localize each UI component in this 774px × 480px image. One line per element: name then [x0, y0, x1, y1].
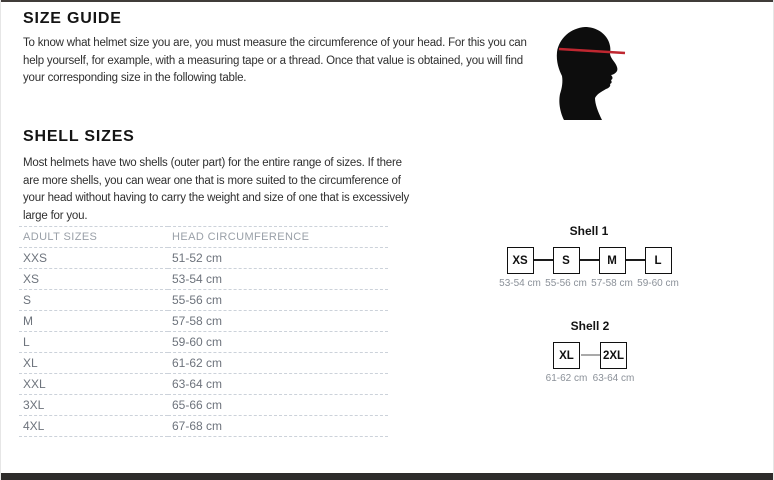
size-range-label: 53-54 cm: [499, 278, 541, 289]
size-cell-label: L: [19, 332, 168, 353]
circumference-cell: 61-62 cm: [168, 353, 388, 374]
shell-2-title: Shell 2: [570, 319, 610, 333]
circumference-cell: 65-66 cm: [168, 395, 388, 416]
shell-size-node: [590, 342, 637, 384]
table-row: [19, 311, 388, 332]
shell-sizes-title: SHELL SIZES: [23, 128, 135, 145]
size-range-label: 63-64 cm: [592, 373, 635, 384]
size-box-xs: XS: [507, 247, 534, 274]
shell-1-size-row: [497, 247, 681, 289]
window-top-edge: [1, 0, 773, 2]
size-box-l: L: [645, 247, 672, 274]
shell-1-title: Shell 1: [569, 224, 609, 238]
size-cell-label: XL: [19, 353, 168, 374]
circumference-cell: 51-52 cm: [168, 248, 388, 269]
size-cell-label: 4XL: [19, 416, 168, 437]
size-table-header-row: [19, 227, 388, 248]
shell-size-node: [635, 247, 681, 289]
circumference-cell: 63-64 cm: [168, 374, 388, 395]
shell-size-node: [543, 342, 590, 384]
circumference-cell: 53-54 cm: [168, 269, 388, 290]
size-cell-label: XXL: [19, 374, 168, 395]
shell-1-diagram: [497, 224, 681, 289]
size-cell-label: M: [19, 311, 168, 332]
size-cell-label: 3XL: [19, 395, 168, 416]
table-row: [19, 248, 388, 269]
shell-2-diagram: [543, 319, 637, 384]
size-cell-label: XXS: [19, 248, 168, 269]
circumference-cell: 57-58 cm: [168, 311, 388, 332]
circumference-cell: 67-68 cm: [168, 416, 388, 437]
size-box-s: S: [553, 247, 580, 274]
column-header-head-circumference: HEAD CIRCUMFERENCE: [168, 227, 388, 248]
circumference-cell: 59-60 cm: [168, 332, 388, 353]
table-row: [19, 374, 388, 395]
size-cell-label: S: [19, 290, 168, 311]
size-box-2xl: 2XL: [600, 342, 627, 369]
table-row: [19, 269, 388, 290]
size-box-xl: XL: [553, 342, 580, 369]
head-measurement-illustration: [553, 14, 631, 124]
shell-sizes-intro-text: Most helmets have two shells (outer part) for the entire range of sizes. If there are more shells, you can wear one that is more suited to the circumference of your head without having to carry the weight and size of one that is excessively large for you.: [23, 157, 410, 222]
shell-size-node: [497, 247, 543, 289]
size-guide-title: SIZE GUIDE: [23, 10, 122, 27]
window-bottom-edge: [1, 473, 773, 480]
circumference-cell: 55-56 cm: [168, 290, 388, 311]
table-row: [19, 395, 388, 416]
size-range-label: 57-58 cm: [591, 278, 633, 289]
size-cell-label: XS: [19, 269, 168, 290]
table-row: [19, 332, 388, 353]
shell-size-node: [589, 247, 635, 289]
size-range-label: 55-56 cm: [545, 278, 587, 289]
size-box-m: M: [599, 247, 626, 274]
size-guide-intro-text: To know what helmet size you are, you must measure the circumference of your head. For this you can help yourself, for example, with a measuring tape or a thread. Once that value is obtained, you will find your corresponding size in the following table.: [23, 37, 527, 84]
size-range-label: 59-60 cm: [637, 278, 679, 289]
table-row: [19, 353, 388, 374]
head-silhouette-icon: [557, 27, 618, 120]
table-row: [19, 416, 388, 437]
column-header-adult-sizes: ADULT SIZES: [19, 227, 168, 248]
table-row: [19, 290, 388, 311]
size-range-label: 61-62 cm: [545, 373, 588, 384]
shell-2-size-row: [543, 342, 637, 384]
size-table: [19, 226, 388, 437]
shell-size-node: [543, 247, 589, 289]
